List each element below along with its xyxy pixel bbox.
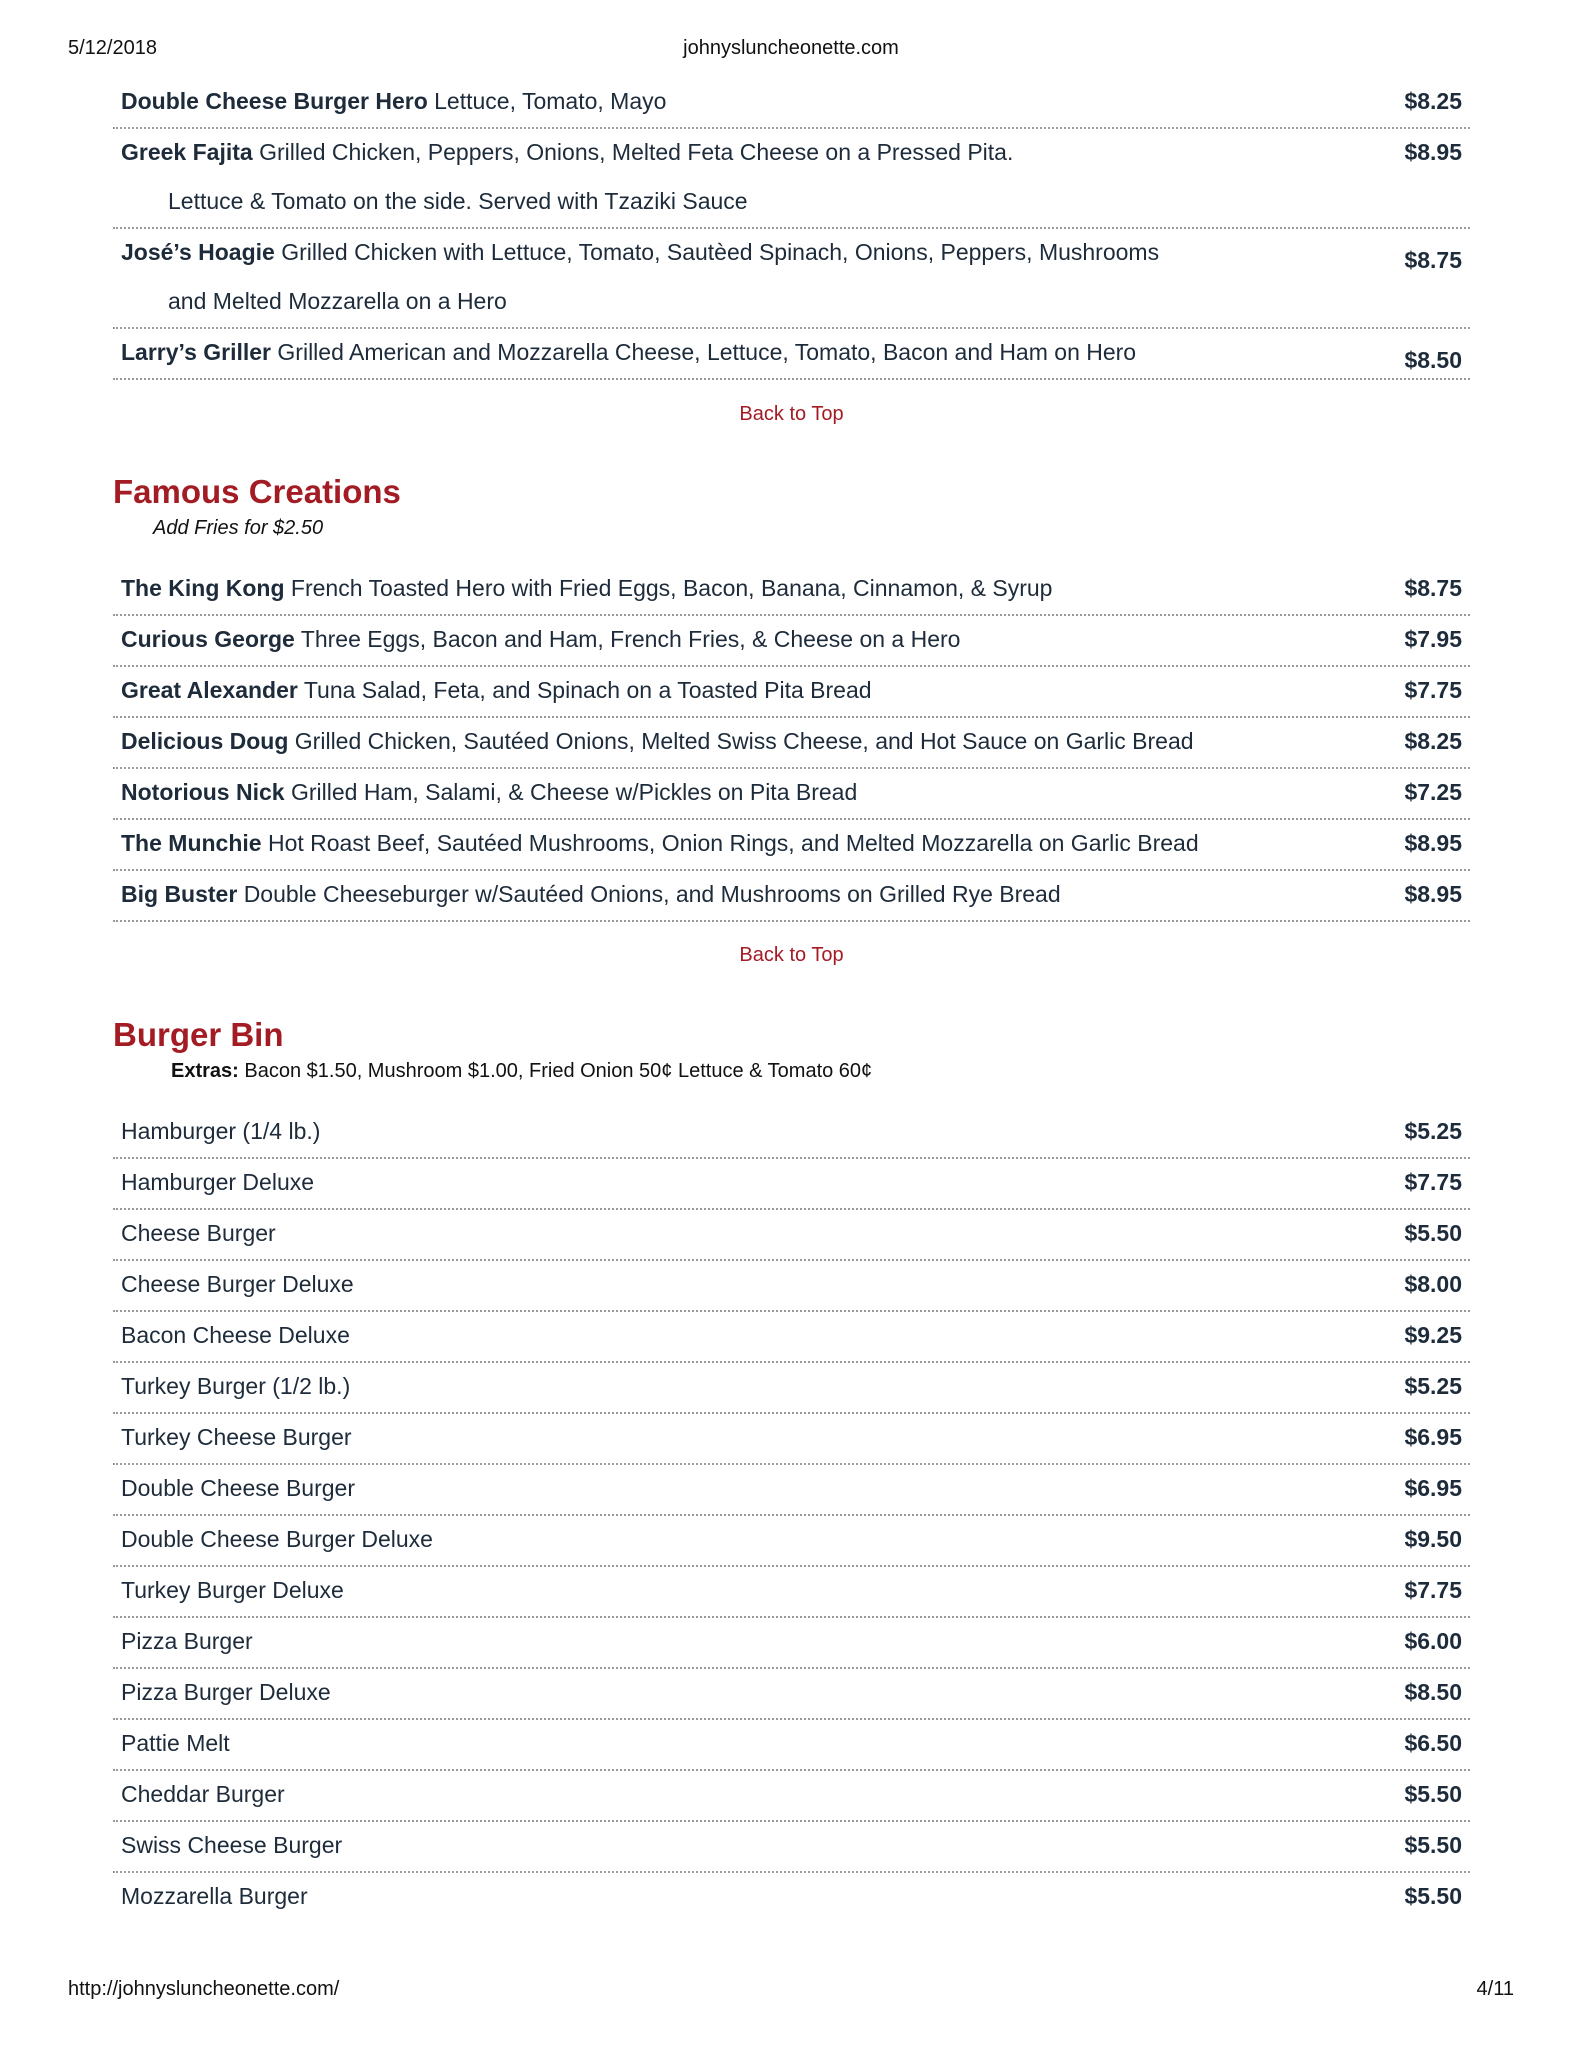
menu-item [113,1720,1470,1771]
item-price: $6.00 [1404,1628,1462,1654]
item-price: $5.25 [1404,1373,1462,1399]
item-price: $9.50 [1404,1526,1462,1552]
item-name: The Munchie [121,830,262,856]
section-note: Add Fries for $2.50 [153,517,324,539]
menu-item [113,1465,1470,1516]
item-price: $6.95 [1404,1475,1462,1501]
print-footer-url: http://johnysluncheonette.com/ [68,1978,340,2000]
item-description: Grilled Ham, Salami, & Cheese w/Pickles on Pita Bread [290,779,858,805]
item-price: $5.50 [1404,1883,1462,1909]
item-price: $8.00 [1404,1271,1462,1297]
print-date: 5/12/2018 [68,37,157,59]
item-price: $5.50 [1404,1220,1462,1246]
item-name: Swiss Cheese Burger [121,1832,343,1858]
item-description: Hot Roast Beef, Sautéed Mushrooms, Onion Rings, and Melted Mozzarella on Garlic Bread [267,830,1199,856]
menu-item [113,1312,1470,1363]
item-name: Cheese Burger [121,1220,276,1246]
item-name: Big Buster [121,881,238,907]
item-name: Hamburger Deluxe [121,1169,315,1195]
item-price: $7.75 [1404,1577,1462,1603]
item-name: Greek Fajita [121,139,253,165]
item-name: Pattie Melt [121,1730,230,1756]
item-name: Mozzarella Burger [121,1883,308,1909]
menu-item [113,820,1470,871]
item-description: Grilled Chicken, Peppers, Onions, Melted Feta Cheese on a Pressed Pita. [259,139,1014,165]
item-name: Turkey Burger Deluxe [121,1577,344,1603]
item-name: The King Kong [121,575,285,601]
menu-item [113,78,1470,129]
burger-bin-list [113,1108,1470,1924]
item-price: $7.25 [1404,779,1462,805]
item-description: French Toasted Hero with Fried Eggs, Bacon, Banana, Cinnamon, & Syrup [290,575,1053,601]
item-price: $8.50 [1404,347,1462,373]
item-name: Notorious Nick [121,779,285,805]
menu-item [113,1261,1470,1312]
section-title-famous-creations: Famous Creations [113,473,401,510]
menu-item [113,1669,1470,1720]
item-price: $8.75 [1404,247,1462,273]
item-description: Grilled Chicken, Sautéed Onions, Melted Swiss Cheese, and Hot Sauce on Garlic Bread [294,728,1194,754]
menu-item [113,1873,1470,1924]
menu-item [113,129,1470,229]
item-name: Double Cheese Burger Deluxe [121,1526,433,1552]
item-price: $8.75 [1404,575,1462,601]
back-to-top-link[interactable]: Back to Top [739,944,844,966]
item-name: Double Cheese Burger Hero [121,88,428,114]
item-price: $8.95 [1404,139,1462,165]
section-title-burger-bin: Burger Bin [113,1016,284,1053]
print-site-title: johnysluncheonette.com [683,37,899,59]
item-name: Great Alexander [121,677,298,703]
menu-item [113,1210,1470,1261]
menu-item [113,1567,1470,1618]
item-name: Double Cheese Burger [121,1475,355,1501]
top-items-list [113,78,1470,380]
item-description: Tuna Salad, Feta, and Spinach on a Toasted Pita Bread [303,677,872,703]
item-name: Curious George [121,626,295,652]
menu-item [113,1414,1470,1465]
item-description: Grilled Chicken with Lettuce, Tomato, Sautèed Spinach, Onions, Peppers, Mushrooms [281,239,1160,265]
item-price: $8.25 [1404,728,1462,754]
item-price: $5.50 [1404,1781,1462,1807]
back-to-top-link[interactable]: Back to Top [739,403,844,425]
item-price: $5.25 [1404,1118,1462,1144]
item-price: $7.95 [1404,626,1462,652]
menu-item [113,718,1470,769]
item-name: Bacon Cheese Deluxe [121,1322,350,1348]
item-name: Turkey Burger (1/2 lb.) [121,1373,351,1399]
menu-item [113,1159,1470,1210]
menu-item [113,616,1470,667]
item-price: $8.95 [1404,881,1462,907]
menu-item [113,329,1470,380]
menu-item [113,1771,1470,1822]
famous-creations-list [113,565,1470,922]
item-name: Turkey Cheese Burger [121,1424,352,1450]
item-name: Cheddar Burger [121,1781,285,1807]
item-name: Cheese Burger Deluxe [121,1271,354,1297]
item-price: $7.75 [1404,1169,1462,1195]
item-price: $8.50 [1404,1679,1462,1705]
item-price: $6.50 [1404,1730,1462,1756]
item-price: $6.95 [1404,1424,1462,1450]
menu-item [113,1822,1470,1873]
section-extras-note [113,1060,1470,1088]
menu-content [113,78,1470,1924]
item-description-continued: Lettuce & Tomato on the side. Served with Tzaziki Sauce [168,188,748,214]
extras-text: Bacon $1.50, Mushroom $1.00, Fried Onion 50¢ Lettuce & Tomato 60¢ [244,1060,873,1082]
item-name: Pizza Burger [121,1628,253,1654]
menu-item [113,229,1470,329]
item-price: $9.25 [1404,1322,1462,1348]
menu-item [113,667,1470,718]
menu-item [113,1363,1470,1414]
item-description: Three Eggs, Bacon and Ham, French Fries, & Cheese on a Hero [300,626,961,652]
print-page-number: 4/11 [1476,1978,1514,2000]
item-price: $8.95 [1404,830,1462,856]
menu-item [113,1516,1470,1567]
menu-item [113,1618,1470,1669]
item-description: Grilled American and Mozzarella Cheese, Lettuce, Tomato, Bacon and Ham on Hero [277,339,1137,365]
item-description-continued: and Melted Mozzarella on a Hero [168,288,507,314]
item-description: Double Cheeseburger w/Sautéed Onions, and Mushrooms on Grilled Rye Bread [243,881,1061,907]
item-name: Larry’s Griller [121,339,272,365]
item-name: Hamburger (1/4 lb.) [121,1118,321,1144]
item-description: Lettuce, Tomato, Mayo [434,88,667,114]
menu-item [113,1108,1470,1159]
item-price: $7.75 [1404,677,1462,703]
item-name: José’s Hoagie [121,239,275,265]
item-price: $5.50 [1404,1832,1462,1858]
menu-item [113,769,1470,820]
menu-item [113,871,1470,922]
item-name: Pizza Burger Deluxe [121,1679,331,1705]
item-name: Delicious Doug [121,728,289,754]
menu-item [113,565,1470,616]
extras-label: Extras: [171,1060,239,1082]
item-price: $8.25 [1404,88,1462,114]
